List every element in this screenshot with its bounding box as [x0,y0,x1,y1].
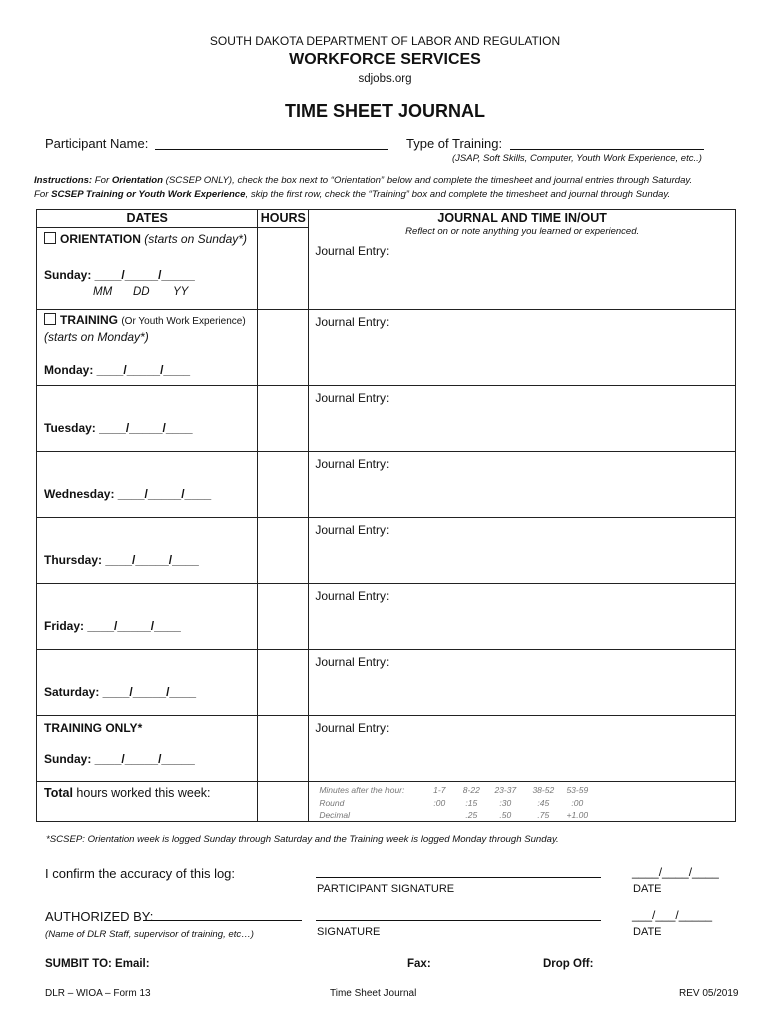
tuesday-date: Tuesday: ____/_____/____ [44,421,193,435]
confirm-label: I confirm the accuracy of this log: [45,866,236,881]
total-cell [37,782,258,822]
signature-label: SIGNATURE [317,926,381,938]
date-field-1[interactable]: ____/____/____ [632,865,719,879]
journal-entry-label: Journal Entry: [315,315,390,329]
hours-cell[interactable] [258,650,309,716]
dates-cell [37,310,258,386]
participant-name-label: Participant Name: [45,136,149,151]
dates-cell [37,452,258,518]
friday-date: Friday: ____/_____/____ [44,619,181,633]
hours-cell[interactable] [258,310,309,386]
rounding-labels: Minutes after the hour: Round Decimal [319,785,405,820]
division-name: WORKFORCE SERVICES [289,51,481,68]
journal-subheader: Reflect on or note anything you learned or experienced. [405,225,640,237]
total-hours-label: Total hours worked this week: [44,786,211,800]
hours-cell[interactable] [258,386,309,452]
table-row-orientation [37,228,736,310]
journal-cell[interactable] [309,225,736,310]
table-row-tuesday [37,386,736,452]
col-journal-header: JOURNAL AND TIME IN/OUT [309,210,736,228]
dates-cell [37,650,258,716]
footnote: *SCSEP: Orientation week is logged Sunday through Saturday and the Training week is logged Monday through Sunday. [46,834,559,845]
thursday-date: Thursday: ____/_____/____ [44,553,199,567]
date-label-1: DATE [633,883,662,895]
dates-cell [37,584,258,650]
training-only-label: TRAINING ONLY* [44,721,143,735]
signature-field[interactable] [316,920,601,921]
authorized-note: (Name of DLR Staff, supervisor of training, etc…) [45,929,255,940]
website: sdjobs.org [358,73,412,85]
col-dates-header: DATES [37,210,258,228]
submit-email-label: SUMBIT TO: Email: [45,958,150,970]
table-row-wednesday [37,452,736,518]
total-hours-cell[interactable] [258,782,309,822]
rounding-col-3: 23-37 :30 .50 [494,785,517,820]
dates-cell [37,716,258,782]
sunday-training-date: Sunday: ____/_____/_____ [44,752,195,766]
form-number: DLR – WIOA – Form 13 [45,988,151,999]
journal-cell[interactable] [309,584,736,650]
rounding-col-2: 8-22 :15 .25 [462,785,480,820]
journal-cell[interactable] [309,650,736,716]
submit-dropoff-label: Drop Off: [543,958,594,970]
dates-cell [37,228,258,310]
journal-entry-label: Journal Entry: [315,589,390,603]
hours-cell[interactable] [258,228,309,310]
revision: REV 05/2019 [679,988,739,999]
table-row-friday [37,584,736,650]
monday-date: Monday: ____/_____/____ [44,363,191,377]
day-label: DD [133,286,150,298]
hours-cell[interactable] [258,452,309,518]
authorized-label: AUTHORIZED BY: [45,909,154,924]
journal-cell[interactable] [309,310,736,386]
training-type-field[interactable] [510,149,704,150]
hours-cell[interactable] [258,518,309,584]
journal-entry-label: Journal Entry: [315,523,390,537]
submit-fax-label: Fax: [407,958,431,970]
sunday-date: Sunday: ____/_____/_____ [44,268,195,282]
journal-entry-label: Journal Entry: [315,721,390,735]
hours-cell[interactable] [258,716,309,782]
journal-cell[interactable] [309,518,736,584]
journal-entry-label: Journal Entry: [315,655,390,669]
col-hours-header: HOURS [258,210,309,228]
date-label-2: DATE [633,926,662,938]
table-row-monday [37,310,736,386]
journal-entry-label: Journal Entry: [315,243,390,258]
table-row-saturday [37,650,736,716]
dates-cell [37,386,258,452]
journal-cell[interactable] [309,716,736,782]
participant-signature-label: PARTICIPANT SIGNATURE [317,883,455,895]
orientation-option: ORIENTATION (starts on Sunday*) [44,232,247,246]
date-field-2[interactable]: ___/___/_____ [632,908,713,922]
rounding-cell [309,782,736,822]
participant-signature-field[interactable] [316,877,601,878]
journal-entry-label: Journal Entry: [315,457,390,471]
training-checkbox[interactable] [44,313,56,325]
department-name: SOUTH DAKOTA DEPARTMENT OF LABOR AND REGULATION [209,34,561,48]
rounding-col-1: 1-7 :00 [433,785,446,808]
journal-cell[interactable] [309,452,736,518]
training-examples: (JSAP, Soft Skills, Computer, Youth Work Experience, etc..) [452,153,702,164]
form-name: Time Sheet Journal [330,988,417,999]
year-label: YY [173,286,189,298]
table-row-total [37,782,736,822]
wednesday-date: Wednesday: ____/_____/____ [44,487,212,501]
rounding-col-5: 53-59 :00 +1.00 [566,785,589,820]
authorized-name-field[interactable] [143,920,302,921]
participant-name-field[interactable] [155,149,388,150]
instructions-line-2: For SCSEP Training or Youth Work Experience, skip the first row, check the “Training” box and complete the timesheet and journal through Sunday. [34,189,671,200]
month-label: MM [93,286,113,298]
training-option: TRAINING (Or Youth Work Experience) [44,313,246,327]
page-title: TIME SHEET JOURNAL [284,101,485,121]
orientation-checkbox[interactable] [44,232,56,244]
table-row-sunday-training [37,716,736,782]
timesheet-table [36,209,736,822]
training-note: (starts on Monday*) [44,330,149,344]
training-type-label: Type of Training: [406,136,503,151]
instructions-line-1: Instructions: For Orientation (SCSEP ONLY), check the box next to “Orientation” below and complete the timesheet and journal entries through Saturday. [34,175,693,186]
hours-cell[interactable] [258,584,309,650]
rounding-col-4: 38-52 :45 .75 [532,785,555,820]
journal-entry-label: Journal Entry: [315,391,390,405]
dates-cell [37,518,258,584]
journal-cell[interactable] [309,386,736,452]
saturday-date: Saturday: ____/_____/____ [44,685,197,699]
table-row-thursday [37,518,736,584]
